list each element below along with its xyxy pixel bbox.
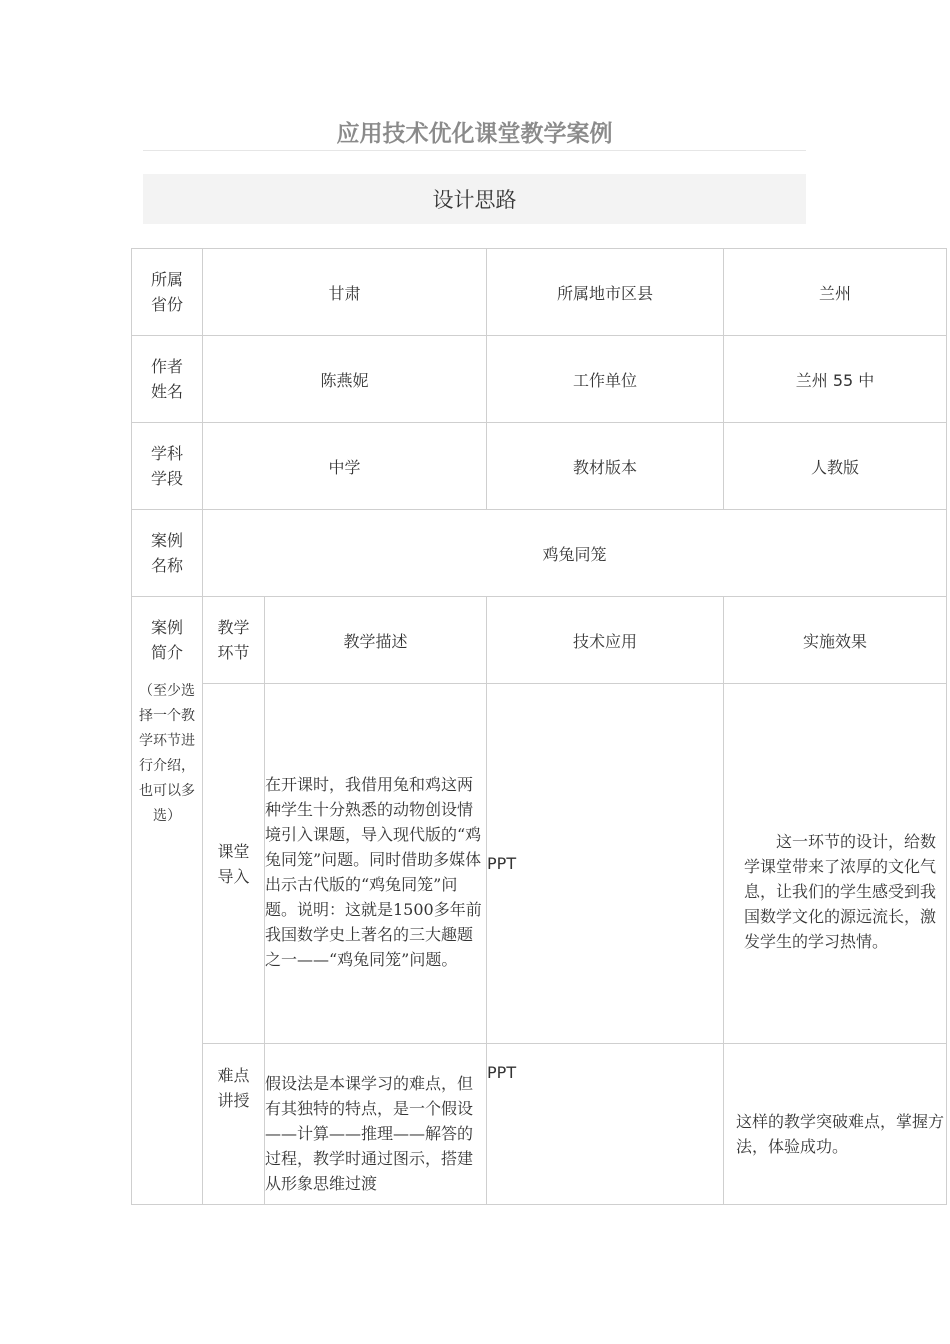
tech-difficulty: PPT — [487, 1044, 724, 1205]
header-effect: 实施效果 — [724, 597, 947, 684]
table-row — [132, 684, 947, 1044]
province-value: 甘肃 — [203, 249, 487, 336]
case-name-value: 鸡兔同笼 — [203, 510, 947, 597]
table-row — [132, 336, 947, 423]
stage-intro: 课堂导入 — [203, 684, 265, 1044]
document-title: 应用技术优化课堂教学案例 — [143, 118, 806, 151]
table-row — [132, 597, 947, 684]
city-label: 所属地市区县 — [487, 249, 724, 336]
effect-intro: 这一环节的设计，给数学课堂带来了浓厚的文化气息，让我们的学生感受到我国数学文化的源远流长，激发学生的学习热情。 — [724, 684, 947, 1044]
case-info-table — [131, 248, 947, 1205]
desc-intro: 在开课时，我借用兔和鸡这两种学生十分熟悉的动物创设情境引入课题，导入现代版的“鸡兔同笼”问题。同时借助多媒体出示古代版的“鸡兔同笼”问题。说明：这就是1500多年前我国数学史上著名的三大趣题之一——“鸡兔同笼”问题。 — [265, 684, 487, 1044]
author-label: 作者姓名 — [132, 336, 203, 423]
desc-difficulty: 假设法是本课学习的难点，但有其独特的特点，是一个假设——计算——推理——解答的过程，教学时通过图示，搭建从形象思维过渡 — [265, 1044, 487, 1205]
table-row — [132, 249, 947, 336]
effect-difficulty: 这样的教学突破难点，掌握方法，体验成功。 — [724, 1044, 947, 1205]
subject-label: 学科学段 — [132, 423, 203, 510]
stage-difficulty: 难点讲授 — [203, 1044, 265, 1205]
table-row — [132, 510, 947, 597]
table-row — [132, 423, 947, 510]
province-label: 所属省份 — [132, 249, 203, 336]
unit-value: 兰州 55 中 — [724, 336, 947, 423]
case-name-label: 案例名称 — [132, 510, 203, 597]
header-tech: 技术应用 — [487, 597, 724, 684]
header-desc: 教学描述 — [265, 597, 487, 684]
city-value: 兰州 — [724, 249, 947, 336]
subject-value: 中学 — [203, 423, 487, 510]
edition-label: 教材版本 — [487, 423, 724, 510]
tech-intro: PPT — [487, 684, 724, 1044]
table-row — [132, 1044, 947, 1205]
author-value: 陈燕妮 — [203, 336, 487, 423]
edition-value: 人教版 — [724, 423, 947, 510]
header-stage: 教学环节 — [203, 597, 265, 684]
unit-label: 工作单位 — [487, 336, 724, 423]
intro-note: （至少选择一个教学环节进行介绍，也可以多选） — [139, 683, 195, 824]
intro-label: 案例简介 — [150, 618, 183, 662]
section-heading: 设计思路 — [143, 174, 806, 224]
intro-label-cell — [132, 597, 203, 1205]
